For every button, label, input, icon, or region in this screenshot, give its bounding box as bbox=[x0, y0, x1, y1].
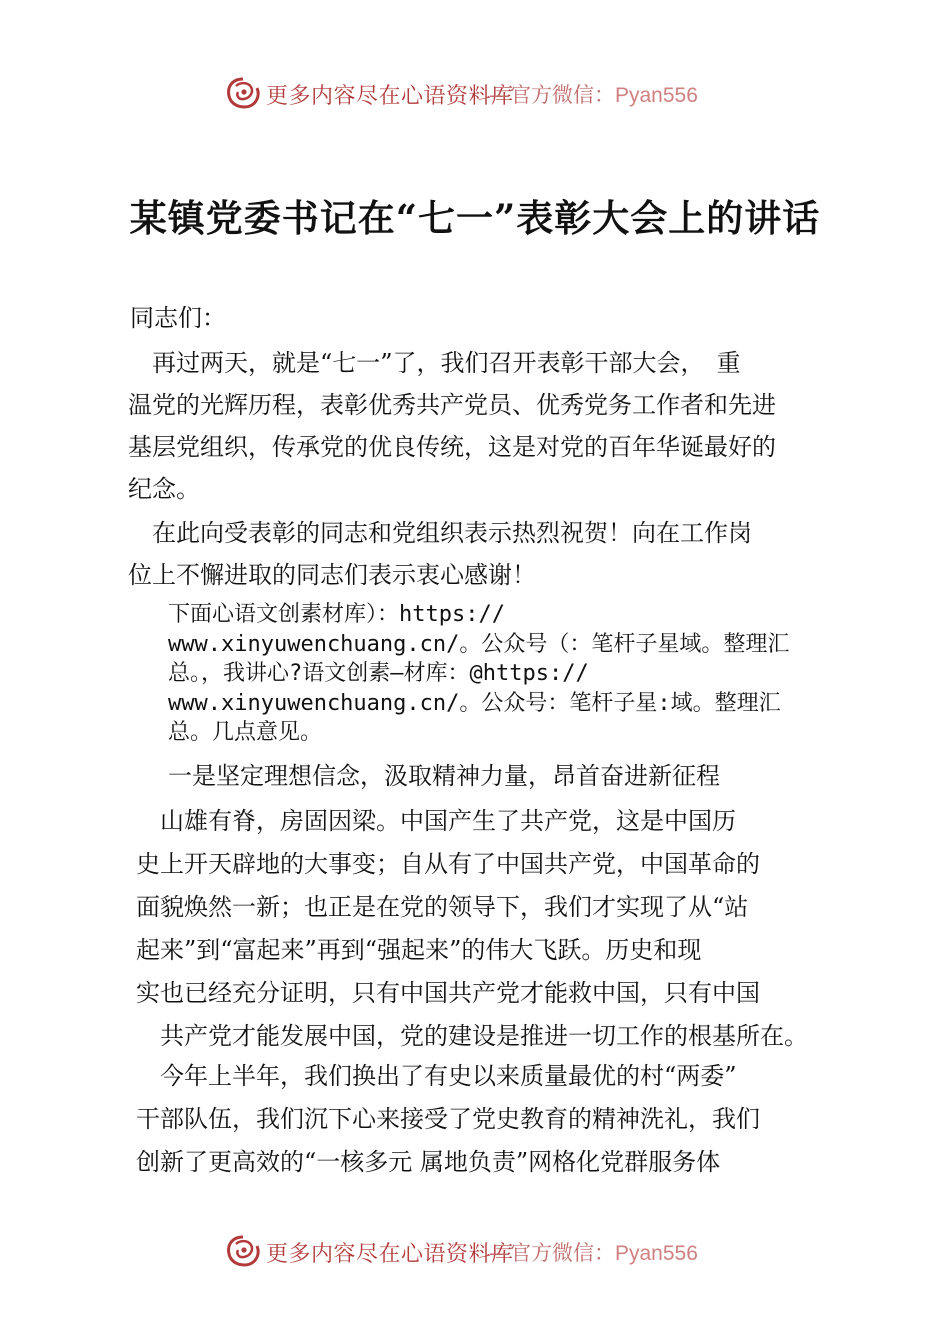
source-note bbox=[168, 600, 789, 748]
wechat-id: Pyan556 bbox=[615, 1242, 698, 1265]
paragraph-3 bbox=[136, 800, 808, 1058]
paragraph-1 bbox=[128, 342, 776, 510]
text-line: 史上开天辟地的大事变；自从有了中国共产党，中国革命的 bbox=[136, 850, 760, 878]
paragraph-4 bbox=[136, 1055, 760, 1184]
banner-wechat bbox=[489, 79, 698, 109]
xinyu-logo-icon bbox=[224, 1234, 262, 1270]
text-line: 温党的光辉历程，表彰优秀共产党员、优秀党务工作者和先进 bbox=[128, 391, 776, 419]
text-line: 纪念。 bbox=[128, 475, 200, 503]
wechat-id: Pyan556 bbox=[615, 84, 698, 107]
text-line: 今年上半年，我们换出了有史以来质量最优的村“两委” bbox=[136, 1062, 737, 1090]
text-line: 再过两天，就是“七一”了，我们召开表彰干部大会， 重 bbox=[128, 349, 741, 377]
text-line: 山雄有脊，房固因梁。中国产生了共产党，这是中国历 bbox=[136, 807, 736, 835]
banner-slogan: 更多内容尽在心语资料库 bbox=[266, 1242, 514, 1267]
paragraph-2 bbox=[128, 512, 752, 596]
text-line: 下面心语文创素材库）：https:// bbox=[168, 602, 505, 627]
text-line: 位上不懈进取的同志们表示衷心感谢！ bbox=[128, 561, 536, 589]
header-banner bbox=[0, 74, 950, 114]
text-line: 基层党组织，传承党的优良传统，这是对党的百年华诞最好的 bbox=[128, 433, 776, 461]
wechat-label: —官方微信： bbox=[489, 83, 615, 107]
text-line: 在此向受表彰的同志和党组织表示热烈祝贺！向在工作岗 bbox=[128, 519, 752, 547]
text-line: 总。，我讲心?语文创素—材库：@https:// bbox=[168, 661, 589, 686]
text-line: www.xinyuwenchuang.cn/。公众号（：笔杆子星域。整理汇 bbox=[168, 631, 790, 657]
wechat-label: —官方微信： bbox=[489, 1241, 615, 1265]
text-line: www.xinyuwenchuang.cn/。公众号：笔杆子星:域。整理汇 bbox=[168, 690, 781, 716]
text-line: 面貌焕然一新；也正是在党的领导下，我们才实现了从“站 bbox=[136, 893, 749, 921]
banner-slogan: 更多内容尽在心语资料库 bbox=[266, 84, 514, 109]
text-line: 实也已经充分证明，只有中国共产党才能救中国，只有中国 bbox=[136, 979, 760, 1007]
footer-banner bbox=[0, 1232, 950, 1272]
xinyu-logo-icon bbox=[224, 76, 262, 112]
text-line: 共产党才能发展中国，党的建设是推进一切工作的根基所在。 bbox=[136, 1022, 808, 1050]
text-line: 总。几点意见。 bbox=[168, 720, 323, 745]
document-title: 某镇党委书记在“七一”表彰大会上的讲话 bbox=[129, 196, 821, 240]
text-line: 创新了更高效的“一核多元 属地负责”网格化党群服务体 bbox=[136, 1148, 721, 1176]
text-line: 起来”到“富起来”再到“强起来”的伟大飞跃。历史和现 bbox=[136, 936, 702, 964]
salutation: 同志们： bbox=[130, 304, 226, 332]
section-1-heading: 一是坚定理想信念，汲取精神力量，昂首奋进新征程 bbox=[168, 762, 720, 790]
text-line: 干部队伍，我们沉下心来接受了党史教育的精神洗礼，我们 bbox=[136, 1105, 760, 1133]
banner-wechat bbox=[489, 1237, 698, 1267]
